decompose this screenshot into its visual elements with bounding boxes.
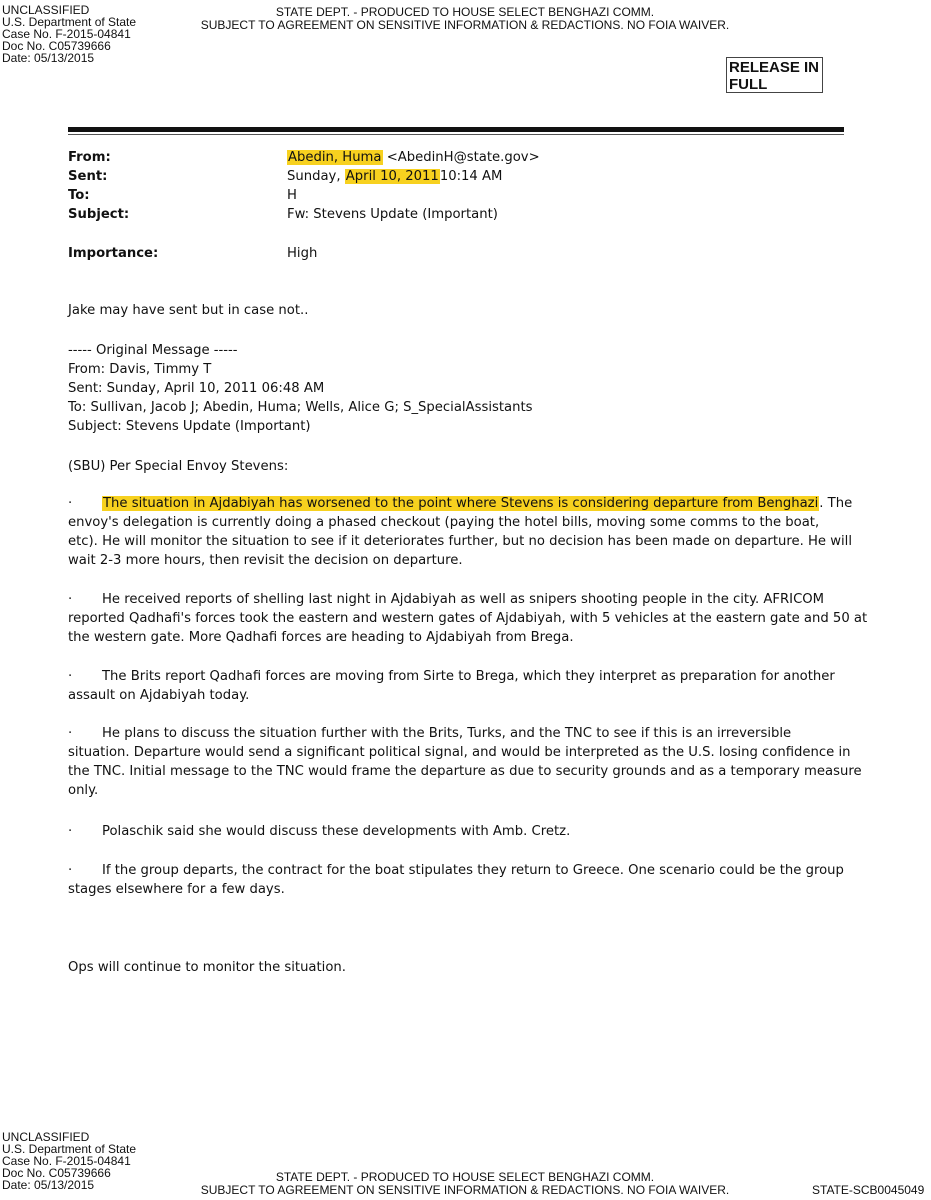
bullet-2-line-2: reported Qadhafi's forces took the eastern and western gates of Ajdabiyah, with 5 vehicles at the eastern gate and 50 at	[68, 611, 868, 626]
header-rule-thick	[68, 127, 844, 132]
release-stamp	[726, 57, 823, 93]
subject-label: Subject:	[68, 207, 130, 222]
footer-production-notice	[150, 1171, 780, 1197]
from-value	[287, 148, 540, 167]
header-classification: UNCLASSIFIED	[2, 3, 90, 17]
to-label: To:	[68, 188, 90, 203]
original-message-block	[68, 341, 848, 436]
header-production-notice	[150, 6, 780, 32]
bullet-item-5	[68, 822, 848, 841]
to-value: H	[287, 188, 297, 203]
header-rule-thin	[68, 134, 844, 135]
footer-case-number: Case No. F-2015-04841	[2, 1154, 131, 1168]
footer-doc-id: STATE-SCB0045049	[812, 1183, 925, 1197]
bullet-marker: ·	[68, 726, 73, 741]
bullet-item-6	[68, 861, 848, 899]
release-stamp-line-2: FULL	[729, 76, 768, 93]
importance-value: High	[287, 246, 318, 261]
bullet-2-line-3: the western gate. More Qadhafi forces are heading to Ajdabiyah from Brega.	[68, 630, 574, 645]
email-body	[68, 301, 848, 320]
bullet-3-line-1: The Brits report Qadhafi forces are moving from Sirte to Brega, which they interpret as preparation for another	[102, 669, 835, 684]
bullet-marker: ·	[68, 669, 73, 684]
footer-date: Date: 05/13/2015	[2, 1178, 95, 1192]
bullet-item-3	[68, 667, 848, 705]
footer-doc-number: Doc No. C05739666	[2, 1166, 111, 1180]
footer-notice-line-1: STATE DEPT. - PRODUCED TO HOUSE SELECT BENGHAZI COMM.	[275, 1170, 655, 1184]
bullet-item-2	[68, 590, 868, 647]
header-doc-number: Doc No. C05739666	[2, 39, 111, 53]
bullet-5-line-1: Polaschik said she would discuss these developments with Amb. Cretz.	[102, 824, 571, 839]
subject-value: Fw: Stevens Update (Important)	[287, 207, 498, 222]
release-stamp-line-1: RELEASE IN	[729, 59, 820, 76]
bullet-1-line-1-rest: . The	[819, 496, 853, 511]
bullet-marker: ·	[68, 863, 73, 878]
bullet-1-line-2: envoy's delegation is currently doing a phased checkout (paying the hotel bills, moving some comms to the boat,	[68, 515, 820, 530]
from-address: <AbedinH@state.gov>	[386, 150, 540, 165]
sent-label: Sent:	[68, 169, 108, 184]
bullet-marker: ·	[68, 824, 73, 839]
bullet-2-line-1: He received reports of shelling last night in Ajdabiyah as well as snipers shooting people in the city. AFRICOM	[102, 592, 825, 607]
header-notice-line-2: SUBJECT TO AGREEMENT ON SENSITIVE INFORMATION & REDACTIONS. NO FOIA WAIVER.	[200, 18, 730, 32]
bullet-6-line-2: stages elsewhere for a few days.	[68, 882, 285, 897]
original-subject: Subject: Stevens Update (Important)	[68, 419, 311, 434]
original-to: To: Sullivan, Jacob J; Abedin, Huma; Wells, Alice G; S_SpecialAssistants	[68, 400, 533, 415]
bullet-marker: ·	[68, 496, 73, 511]
header-case-number: Case No. F-2015-04841	[2, 27, 131, 41]
sbu-line: (SBU) Per Special Envoy Stevens:	[68, 459, 289, 474]
bullet-marker: ·	[68, 592, 73, 607]
original-message-header: ----- Original Message -----	[68, 343, 238, 358]
bullet-item-4	[68, 724, 862, 800]
sent-value	[287, 167, 502, 186]
sent-day: Sunday,	[287, 169, 341, 184]
header-classification-block	[2, 4, 136, 64]
closing-line: Ops will continue to monitor the situation.	[68, 960, 346, 975]
importance-label: Importance:	[68, 246, 159, 261]
original-from: From: Davis, Timmy T	[68, 362, 212, 377]
header-date: Date: 05/13/2015	[2, 51, 95, 65]
footer-notice-line-2: SUBJECT TO AGREEMENT ON SENSITIVE INFORMATION & REDACTIONS. NO FOIA WAIVER.	[200, 1183, 730, 1197]
from-name-highlight: Abedin, Huma	[288, 150, 382, 165]
sent-date-highlight: April 10, 2011	[345, 169, 439, 184]
original-sent: Sent: Sunday, April 10, 2011 06:48 AM	[68, 381, 325, 396]
bullet-4-line-1: He plans to discuss the situation further with the Brits, Turks, and the TNC to see if this is an irreversible	[102, 726, 792, 741]
bullet-1-line-3: etc). He will monitor the situation to see if it deteriorates further, but no decision has been made on departure. He will	[68, 534, 853, 549]
bullet-4-line-3: the TNC. Initial message to the TNC would frame the departure as due to security grounds and as a temporary measure	[68, 764, 862, 779]
bullet-item-1	[68, 494, 853, 570]
from-label: From:	[68, 150, 111, 165]
bullet-4-line-4: only.	[68, 783, 99, 798]
header-notice-line-1: STATE DEPT. - PRODUCED TO HOUSE SELECT BENGHAZI COMM.	[275, 5, 655, 19]
header-department: U.S. Department of State	[2, 15, 137, 29]
footer-classification-block	[2, 1131, 136, 1191]
bullet-1-line-4: wait 2-3 more hours, then revisit the decision on departure.	[68, 553, 463, 568]
sent-time: 10:14 AM	[439, 169, 503, 184]
bullet-6-line-1: If the group departs, the contract for the boat stipulates they return to Greece. One scenario could be the group	[102, 863, 844, 878]
bullet-4-line-2: situation. Departure would send a significant political signal, and would be interpreted as the U.S. losing confidence in	[68, 745, 851, 760]
bullet-3-line-2: assault on Ajdabiyah today.	[68, 688, 250, 703]
footer-classification: UNCLASSIFIED	[2, 1130, 90, 1144]
footer-department: U.S. Department of State	[2, 1142, 137, 1156]
intro-line: Jake may have sent but in case not..	[68, 303, 309, 318]
bullet-1-highlight: The situation in Ajdabiyah has worsened to the point where Stevens is considering departure from Benghazi	[103, 496, 819, 511]
